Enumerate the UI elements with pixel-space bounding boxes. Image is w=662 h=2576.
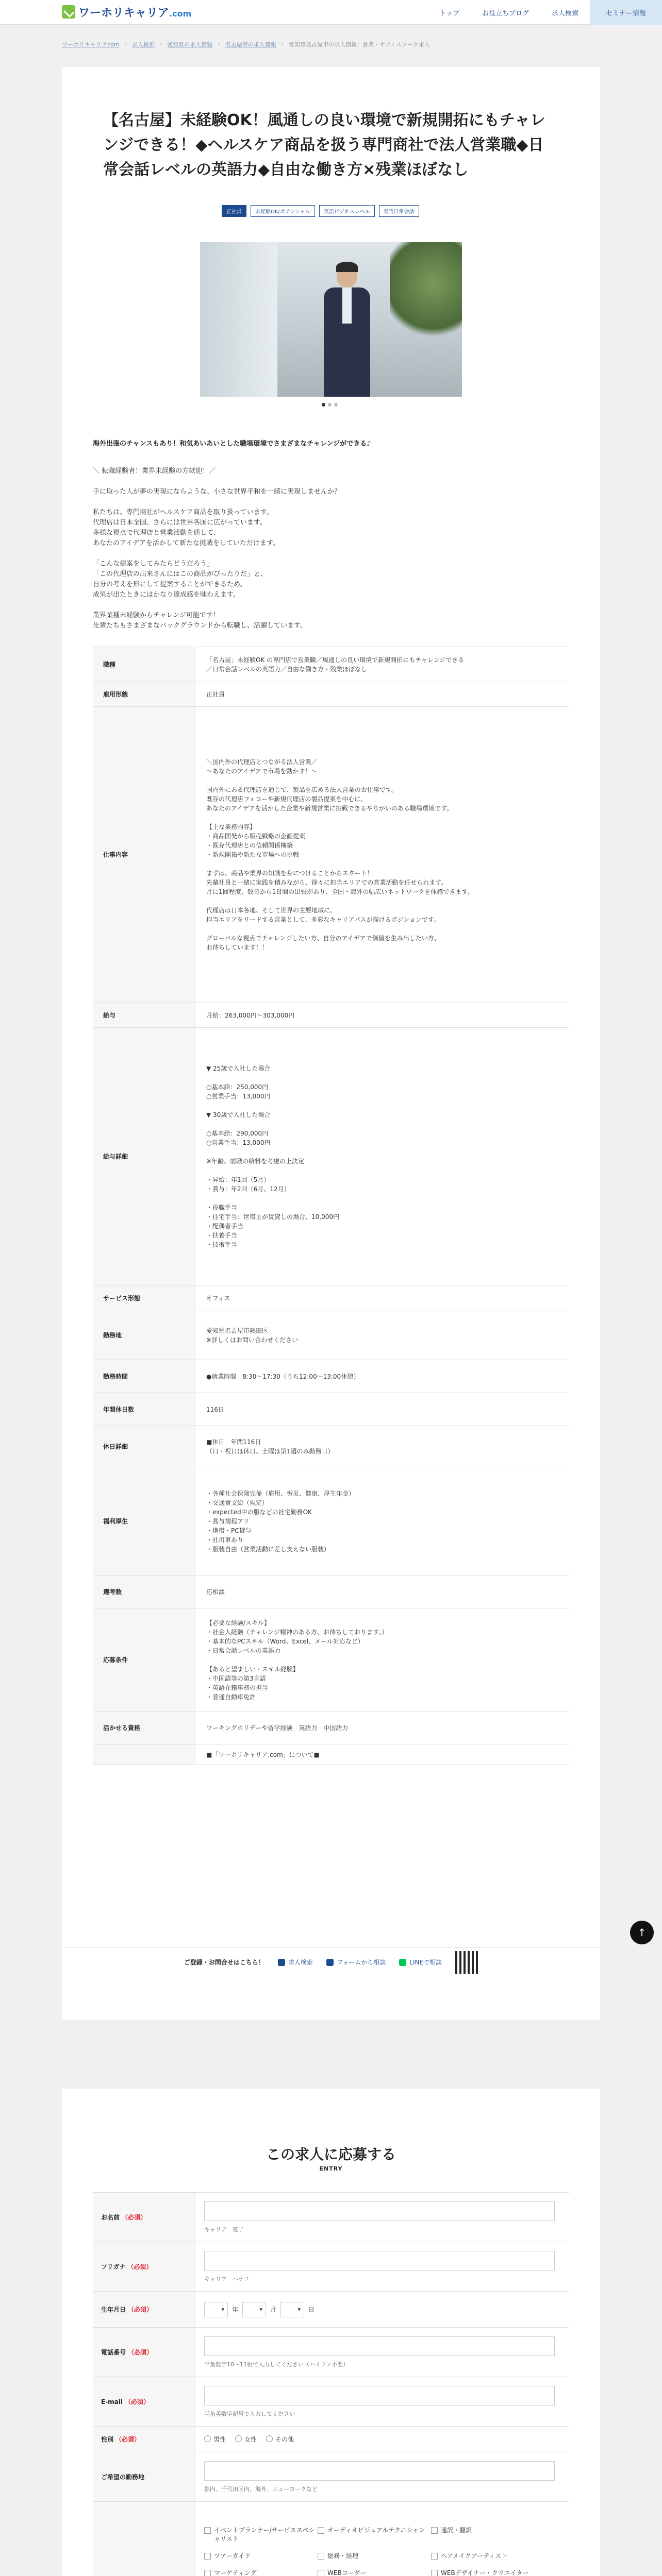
contact-prompt: ご登録・お問合せはこちら！ — [184, 1959, 264, 1966]
row-value: ■休日 年間116日 （日・祝日は休日、土曜は第1週のみ勤務日） — [196, 1426, 569, 1467]
site-header — [0, 0, 662, 25]
field-cell — [196, 2377, 569, 2427]
job-intro: ＼ 転職経験者！業界未経験の方歓迎！／ 手に取った人が夢の実現にならような、小さな世界平和を一緒に実現しませんか？ 私たちは、専門商社がヘルスケア商品を取り扱っています。 代理店は日本全国、さらには世界各国に広がっています。 多様な視点で代理店と営業活動を通して、 あなたのアイデアを活かして新たな挑戦をしていただけます。 「こんな提案をしてみたらどうだろう」 「この代理店の出来さんにはこの商品がぴったりだ」と、 自分の考えを形にして提案することができるため、 成果が出たときにはかなり達成感を味わえます。 業界業種未経験からチャレンジ可能です！ 先輩たちもさまざまなバックグラウンドから転職し、活躍しています。 — [93, 467, 341, 630]
field-label — [93, 2502, 196, 2576]
entry-title: この求人に応募する — [266, 2146, 396, 2163]
job-tag[interactable]: 英語日常会話 — [379, 205, 419, 217]
row-value: ●就業時間 8:30〜17:30（うち12:00〜13:00休憩） — [196, 1360, 569, 1393]
field-label: お名前 （必須） — [93, 2193, 196, 2242]
breadcrumb-separator: › — [281, 40, 284, 47]
kana-hint: キャリア ハナコ — [204, 2275, 250, 2282]
field-label: 電話番号 （必須） — [93, 2328, 196, 2377]
job-tag[interactable]: 英語ビジネスレベル — [319, 205, 375, 217]
line-consult-button[interactable]: LINEで相談 — [399, 1958, 442, 1967]
job-tag[interactable]: 正社員 — [222, 205, 246, 217]
row-label: 活かせる資格 — [93, 1711, 196, 1744]
nav-blog[interactable]: お役立ちブログ — [482, 9, 529, 18]
row-value: 応相談 — [196, 1575, 569, 1608]
row-label: 選考数 — [93, 1575, 196, 1608]
phone-hint: 半角数字10〜11桁で入力してください（ハイフン不要） — [204, 2361, 349, 2368]
carousel-dot[interactable] — [322, 403, 325, 406]
field-label: フリガナ （必須） — [93, 2242, 196, 2292]
form-row — [93, 2502, 569, 2576]
table-row — [93, 1285, 569, 1311]
row-value: ■「ワーホリキャリア.com」について■ — [196, 1744, 569, 1765]
row-value: 【必要な経験/スキル】 ・社会人経験（チャレンジ精神のある方、お待ちしております。） ・基本的なPCスキル（Word、Excel、メール対応など） ・日常会話レベルの英語力 【あると望ましい・スキル経験】 ・中国語等の第3言語 ・英語在籍事務の担当 ・普通自動車免許 — [196, 1608, 569, 1711]
breadcrumb-separator: › — [124, 40, 127, 47]
location-hint: 都内、千代田区内、海外、ニューヨークなど — [204, 2485, 318, 2493]
birth-year-select[interactable]: ▾ — [204, 2302, 228, 2317]
form-row — [93, 2377, 569, 2427]
row-label: 勤務時間 — [93, 1360, 196, 1393]
table-row — [93, 647, 569, 682]
row-label: 勤務地 — [93, 1311, 196, 1360]
main-nav — [428, 0, 662, 25]
form-row — [93, 2193, 569, 2242]
kana-input[interactable] — [204, 2251, 555, 2270]
jobtype-checkbox[interactable]: 通訳・翻訳 — [431, 2526, 544, 2544]
photo-businessman — [324, 263, 370, 397]
row-label: 応募条件 — [93, 1608, 196, 1711]
table-row — [93, 1426, 569, 1467]
form-row — [93, 2328, 569, 2377]
row-value: 「名古屋」未経験OK の専門店で営業職／風通しの良い環境で新規開拓にもチャレンジできる ／日常会話レベルの英語力／自由な働き方・残業ほぼなし — [196, 647, 569, 682]
breadcrumb-prefecture[interactable]: 愛知県の求人情報 — [167, 41, 213, 48]
breadcrumb-current: 愛知県名古屋市の求人情報：営業・オフィスワーク求人 — [289, 41, 430, 48]
breadcrumb-separator: › — [218, 40, 220, 47]
logo-icon — [62, 5, 75, 19]
jobtype-checkbox[interactable]: ツアーガイド — [204, 2552, 318, 2561]
table-row — [93, 1711, 569, 1744]
site-logo[interactable] — [62, 4, 191, 20]
table-row — [93, 1360, 569, 1393]
back-to-top-button[interactable] — [630, 1921, 654, 1944]
job-tags — [222, 205, 419, 217]
job-photo — [200, 242, 462, 397]
row-label: 給与詳細 — [93, 1028, 196, 1285]
photo-building — [200, 242, 277, 397]
row-value: オフィス — [196, 1285, 569, 1311]
table-row — [93, 1311, 569, 1360]
email-hint: 半角英数字記号で入力してください — [204, 2410, 295, 2417]
field-label: ご希望の勤務地 — [93, 2452, 196, 2502]
name-input[interactable] — [204, 2201, 555, 2221]
carousel-dot[interactable] — [334, 403, 338, 406]
form-row — [93, 2292, 569, 2328]
arrow-up-icon: ↑ — [637, 1926, 647, 1939]
logo-text: ワーホリキャリア.com — [78, 6, 192, 20]
jobtype-checkbox[interactable]: WEBコーダー — [318, 2569, 431, 2576]
field-cell: ▾ 年 ▾ 月 ▾ 日 — [196, 2292, 569, 2328]
field-cell — [196, 2242, 569, 2292]
nav-job-search[interactable]: 求人検索 — [551, 9, 578, 18]
row-label: 仕事内容 — [93, 707, 196, 1003]
carousel-dot[interactable] — [328, 403, 332, 406]
form-row — [93, 2242, 569, 2292]
phone-input[interactable] — [204, 2336, 555, 2356]
line-icon — [399, 1959, 406, 1966]
birth-day-select[interactable]: ▾ — [280, 2302, 304, 2317]
job-lead: 海外出張のチャンスもあり！和気あいあいとした職場環境でさまざまなチャレンジができる♪ — [93, 440, 371, 448]
search-icon — [278, 1959, 285, 1966]
row-label: 給与 — [93, 1003, 196, 1028]
field-cell — [196, 2328, 569, 2377]
table-row — [93, 1393, 569, 1426]
jobtype-checkbox-group — [204, 2519, 561, 2576]
row-value: ワーキングホリデーや留学経験 英語力 中国語力 — [196, 1711, 569, 1744]
table-row — [93, 707, 569, 1003]
mail-icon — [326, 1959, 334, 1966]
entry-form-card — [62, 2089, 600, 2576]
breadcrumb-job-search[interactable]: 求人検索 — [131, 41, 155, 48]
email-input[interactable] — [204, 2386, 555, 2405]
row-value: 月給：263,000円〜303,000円 — [196, 1003, 569, 1028]
row-label: 職種 — [93, 647, 196, 682]
row-label: 年間休日数 — [93, 1393, 196, 1426]
field-cell — [196, 2193, 569, 2242]
gender-radio-male[interactable]: 男性 — [204, 2435, 226, 2444]
row-value: ・各種社会保険完備（雇用、労災、健康、厚生年金） ・交通費支給（規定） ・expected中の服などの社宅勤務OK ・賞与規程アリ ・携帯・PC貸与 ・社用車あり ・服装自由（営業活動に差し支えない服装） — [196, 1467, 569, 1575]
jobtype-checkbox[interactable]: WEBデザイナー・クリエイター — [431, 2569, 544, 2576]
jobtype-checkbox[interactable]: 総務・経理 — [318, 2552, 431, 2561]
field-cell — [196, 2452, 569, 2502]
entry-subtitle: ENTRY — [319, 2165, 343, 2172]
table-row — [93, 1003, 569, 1028]
job-title: 【名古屋】未経験OK！風通しの良い環境で新規開拓にもチャレンジできる！◆ヘルスケア商品を扱う専門商社で法人営業職◆日常会話レベルの英語力◆自由な働き方×残業ほぼなし — [103, 111, 545, 179]
jobtype-checkbox[interactable]: オーディオビジュアルテクニシャン — [318, 2526, 431, 2544]
job-detail-card — [62, 67, 600, 2020]
field-label: 性別 （必須） — [93, 2427, 196, 2452]
row-label: 休日詳細 — [93, 1426, 196, 1467]
table-row — [93, 1744, 569, 1765]
row-label: 福利厚生 — [93, 1467, 196, 1575]
location-input[interactable] — [204, 2461, 555, 2481]
jobtype-checkbox[interactable]: マーケティング — [204, 2569, 318, 2576]
row-value: 116日 — [196, 1393, 569, 1426]
breadcrumb — [62, 40, 430, 48]
nav-top[interactable]: トップ — [439, 9, 459, 18]
photo-tree — [390, 242, 462, 345]
floating-contact-bar — [62, 1947, 600, 1976]
table-row — [93, 1028, 569, 1285]
row-value: 愛知県名古屋市熱田区 ※詳しくはお問い合わせください — [196, 1311, 569, 1360]
field-cell — [196, 2502, 569, 2576]
job-info-table — [93, 647, 569, 1765]
row-label: サービス形態 — [93, 1285, 196, 1311]
entry-form — [93, 2192, 569, 2576]
field-cell — [196, 2427, 569, 2452]
form-consult-button[interactable]: フォームから相談 — [326, 1958, 386, 1967]
breadcrumb-separator: › — [159, 40, 162, 47]
gender-radio-female[interactable]: 女性 — [235, 2435, 257, 2444]
form-row — [93, 2452, 569, 2502]
job-search-button[interactable]: 求人検索 — [278, 1958, 313, 1967]
qr-code-icon — [455, 1951, 478, 1974]
table-row — [93, 682, 569, 707]
row-label: 雇用形態 — [93, 682, 196, 707]
field-label: 生年月日 （必須） — [93, 2292, 196, 2328]
form-row — [93, 2427, 569, 2452]
birth-month-select[interactable]: ▾ — [242, 2302, 266, 2317]
gender-radio-other[interactable]: その他 — [266, 2435, 294, 2444]
table-row — [93, 1575, 569, 1608]
table-row — [93, 1467, 569, 1575]
carousel-dots — [322, 403, 338, 406]
job-tag[interactable]: 未経験OK/ポテンシャル — [251, 205, 315, 217]
nav-seminar[interactable]: セミナー情報 — [590, 0, 662, 25]
field-label: E-mail （必須） — [93, 2377, 196, 2427]
table-row — [93, 1608, 569, 1711]
breadcrumb-home[interactable]: ワーホリキャリアcom — [62, 41, 120, 48]
name-hint: キャリア 花子 — [204, 2226, 244, 2233]
breadcrumb-city[interactable]: 名古屋市の求人情報 — [225, 41, 276, 48]
row-value: 正社員 — [196, 682, 569, 707]
jobtype-checkbox[interactable]: ヘアメイクアーティスト — [431, 2552, 544, 2561]
row-value: ＼国内外の代理店とつながる法人営業／ 〜あなたのアイデアで市場を動かす！〜 国内外にある代理店を通じて、製品を広める法人営業のお仕事です。 既存の代理店フォローや新規代理店の製品提案を中心に、 あなたのアイデアを活かした企業や新規営業に挑戦できるやりがいのある職場環境です。 【主な業務内容】 ・商品開発から販売戦略の企画提案 ・既存代理店との信頼関係構築 ・新規開拓や新たな市場への挑戦 まずは、商品や業界の知識を身につけることからスタート！ 先輩社員と一緒に実践を積みながら、徐々に担当エリアでの営業活動を任せられます。 月に1回程度、数日から1日間の出張があり、全国・海外の幅広いネットワークを体感できます。 代理店は日本各地、そして世界の主要地域に。 担当エリアをリードする営業として、多彩なキャリアパスが描けるポジションです。 グローバルな視点でチャレンジしたい方、自分のアイデアで価値を生み出したい方、 お待ちしています！！ — [196, 707, 569, 1003]
jobtype-checkbox[interactable]: イベントプランナー/サービススペシャリスト — [204, 2526, 318, 2544]
row-label — [93, 1744, 196, 1765]
row-value: ▼ 25歳で入社した場合 ○基本給：250,000円 ○営業手当：13,000円 ▼ 30歳で入社した場合 ○基本給：290,000円 ○営業手当：13,000円 ※年齢、前職の給料を考慮の上決定 ・昇給：年1回（5月） ・賞与：年2回（6月、12月） ・役職手当 ・住宅手当：世帯主が賃貸しの場合、10,000円 ・配偶者手当 ・扶養手当 ・技術手当 — [196, 1028, 569, 1285]
